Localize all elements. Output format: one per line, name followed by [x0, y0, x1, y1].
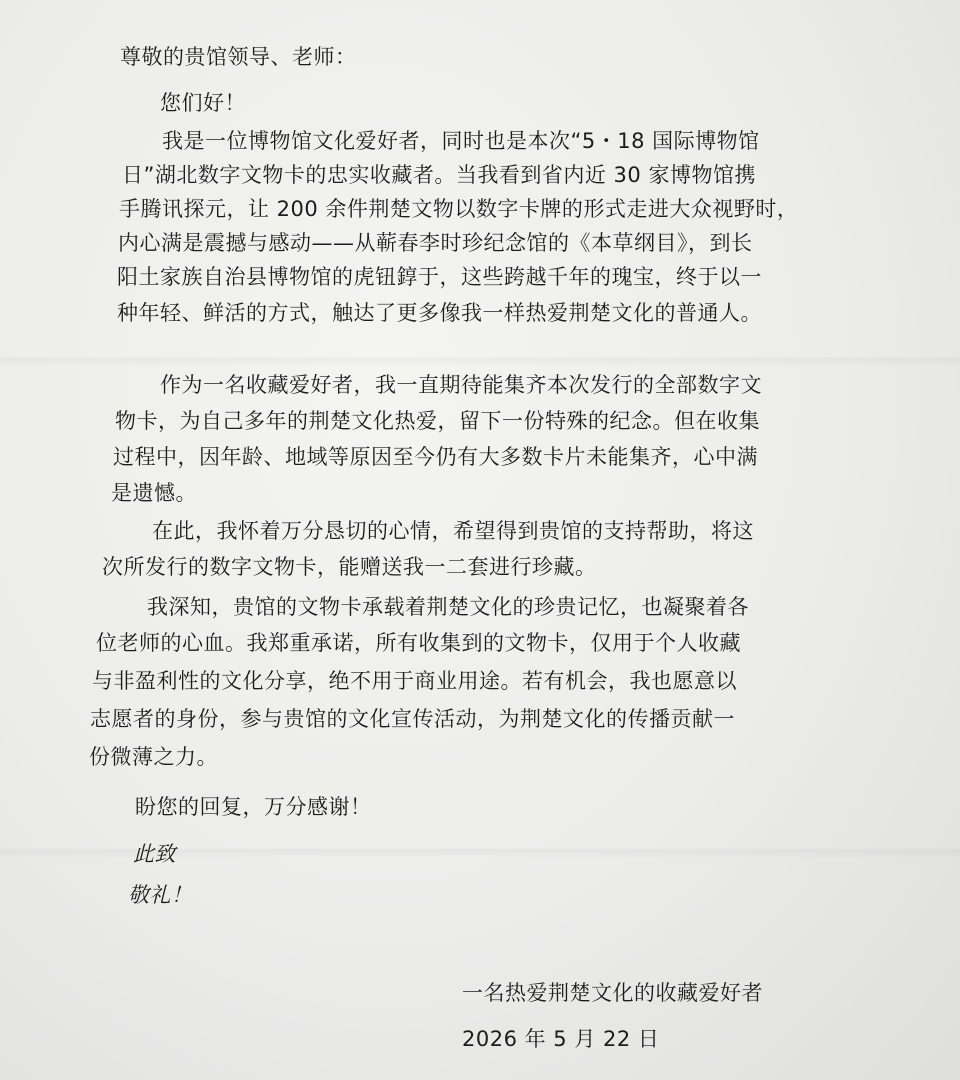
salutation: 尊敬的贵馆领导、老师： — [120, 45, 357, 69]
paragraph-4-line-1: 我深知，贵馆的文物卡承载着荆楚文化的珍贵记忆，也凝聚着各 — [147, 595, 749, 619]
closing-cizhi: 此致 — [133, 842, 176, 866]
signature-line: 一名热爱荆楚文化的收藏爱好者 — [462, 981, 763, 1005]
paragraph-1-line-3: 手腾讯探元，让 200 余件荆楚文物以数字卡牌的形式走进大众视野时， — [119, 197, 799, 221]
paragraph-1-line-2: 日”湖北数字文物卡的忠实收藏者。当我看到省内近 30 家博物馆携 — [122, 163, 756, 187]
date-line: 2026 年 5 月 22 日 — [462, 1027, 660, 1051]
paragraph-1-line-5: 阳土家族自治县博物馆的虎钮錞于，这些跨越千年的瑰宝，终于以一 — [117, 265, 762, 289]
paragraph-1-line-4: 内心满是震撼与感动——从蕲春李时珍纪念馆的《本草纲目》，到长 — [118, 231, 753, 255]
paragraph-2-line-3: 过程中，因年龄、地域等原因至今仍有大多数卡片未能集齐，心中满 — [113, 445, 758, 469]
closing-jingli: 敬礼！ — [128, 883, 193, 907]
paragraph-2-line-2: 物卡，为自己多年的荆楚文化热爱，留下一份特殊的纪念。但在收集 — [115, 409, 760, 433]
paragraph-1-line-1: 我是一位博物馆文化爱好者，同时也是本次“5・18 国际博物馆 — [162, 129, 760, 153]
closing-line: 盼您的回复，万分感谢！ — [135, 795, 372, 819]
paragraph-3-line-1: 在此，我怀着万分恳切的心情，希望得到贵馆的支持帮助，将这 — [152, 519, 754, 543]
paragraph-4-line-2: 位老师的心血。我郑重承诺，所有收集到的文物卡，仅用于个人收藏 — [96, 631, 741, 655]
paragraph-4-line-4: 志愿者的身份，参与贵馆的文化宣传活动，为荆楚文化的传播贡献一 — [90, 707, 735, 731]
greeting-line: 您们好！ — [160, 91, 246, 115]
paragraph-3-line-2: 次所发行的数字文物卡，能赠送我一二套进行珍藏。 — [102, 555, 597, 579]
paragraph-1-line-6: 种年轻、鲜活的方式，触达了更多像我一样热爱荆楚文化的普通人。 — [117, 301, 762, 325]
paragraph-2-line-4: 是遗憾。 — [111, 481, 197, 505]
paragraph-2-line-1: 作为一名收藏爱好者，我一直期待能集齐本次发行的全部数字文 — [160, 373, 762, 397]
paragraph-4-line-3: 与非盈利性的文化分享，绝不用于商业用途。若有机会，我也愿意以 — [92, 669, 737, 693]
paragraph-4-line-5: 份微薄之力。 — [89, 745, 218, 769]
